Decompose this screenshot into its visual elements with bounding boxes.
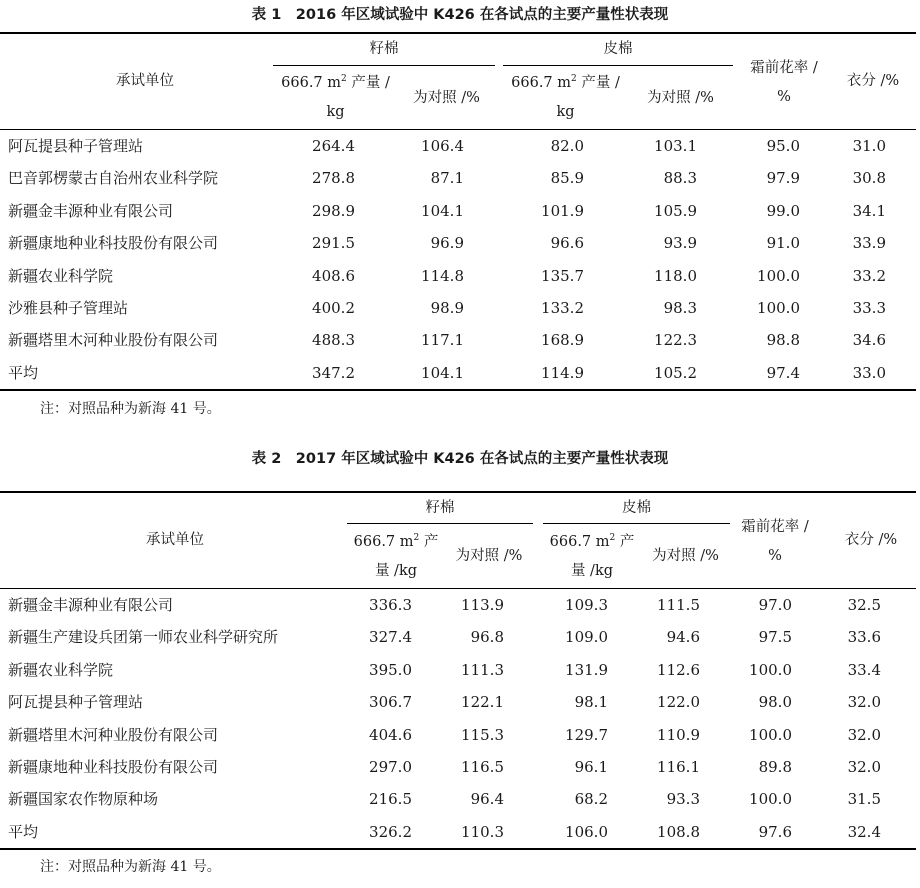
table-2-note: 注：对照品种为新海 41 号。 [40, 859, 221, 875]
cell-seed-yield: 291.5 [312, 234, 355, 253]
cell-lint-pct: 108.8 [657, 822, 700, 841]
cell-unit: 新疆国家农作物原种场 [8, 790, 159, 809]
cell-unit: 新疆金丰源种业有限公司 [8, 201, 174, 220]
cell-lint-yield: 68.2 [574, 790, 608, 809]
cell-lint-percentage: 32.5 [847, 596, 881, 614]
seed-cotton-subrule [347, 523, 533, 524]
cell-lint-percentage: 34.6 [852, 331, 886, 350]
cell-seed-yield: 298.9 [312, 201, 355, 220]
cell-unit: 新疆塔里木河种业股份有限公司 [8, 725, 219, 744]
cell-lint-percentage: 33.9 [852, 234, 886, 253]
cell-seed-yield: 408.6 [312, 266, 355, 285]
cell-lint-pct: 122.0 [657, 693, 700, 712]
header-seed-pct: 为对照 /% [455, 548, 523, 564]
cell-seed-yield: 336.3 [369, 596, 412, 614]
cell-lint-pct: 103.1 [654, 137, 697, 155]
cell-lint-yield: 109.3 [565, 596, 608, 614]
cell-lint-pct: 105.2 [654, 363, 697, 382]
cell-lint-percentage: 33.3 [852, 299, 886, 317]
cell-frost-rate: 100.0 [749, 660, 792, 679]
cell-lint-yield: 85.9 [550, 169, 584, 188]
cell-frost-rate: 100.0 [749, 725, 792, 744]
cell-lint-percentage: 33.0 [852, 363, 886, 382]
cell-lint-percentage: 31.0 [852, 137, 886, 155]
cell-unit: 新疆农业科学院 [8, 266, 114, 285]
cell-frost-rate: 91.0 [766, 234, 800, 253]
table-row [0, 292, 916, 324]
cell-unit: 新疆塔里木河种业股份有限公司 [8, 331, 219, 350]
header-lint: 皮棉 [622, 500, 651, 516]
cell-frost-rate: 97.9 [766, 169, 800, 188]
cell-unit: 新疆农业科学院 [8, 660, 114, 679]
table-row [0, 195, 916, 227]
header-seed-pct: 为对照 /% [413, 90, 480, 106]
cell-lint-percentage: 32.4 [847, 822, 881, 841]
table-1-note: 注：对照品种为新海 41 号。 [40, 401, 221, 417]
cell-seed-pct: 110.3 [461, 822, 504, 841]
cell-lint-yield: 135.7 [541, 266, 584, 285]
header-lint: 皮棉 [603, 41, 633, 57]
table-row [0, 589, 916, 621]
cell-lint-percentage: 32.0 [847, 725, 881, 744]
table-2-caption: 表 2 2017 年区域试验中 K426 在各试点的主要产量性状表现 [251, 451, 669, 467]
cell-frost-rate: 98.8 [766, 331, 800, 350]
cell-seed-pct: 104.1 [421, 201, 464, 220]
cell-frost-rate: 100.0 [757, 266, 800, 285]
table-row [0, 783, 916, 815]
cell-lint-percentage: 32.0 [847, 693, 881, 712]
cell-lint-pct: 88.3 [663, 169, 697, 188]
cell-lint-yield: 133.2 [541, 299, 584, 317]
cell-frost-rate: 100.0 [757, 299, 800, 317]
cell-unit: 沙雅县种子管理站 [8, 299, 129, 317]
cell-unit: 新疆生产建设兵团第一师农业科学研究所 [8, 628, 279, 647]
header-frost-unit: % [777, 89, 791, 105]
cell-lint-pct: 122.3 [654, 331, 697, 350]
cell-frost-rate: 97.0 [758, 596, 792, 614]
cell-frost-rate: 97.4 [766, 363, 800, 382]
table-row [0, 751, 916, 783]
cell-frost-rate: 100.0 [749, 790, 792, 809]
header-lint-yield: 666.7 $m^2$ 产 [549, 533, 635, 550]
cell-lint-percentage: 30.8 [852, 169, 886, 188]
cell-seed-yield: 400.2 [312, 299, 355, 317]
cell-unit: 新疆金丰源种业有限公司 [8, 596, 174, 614]
header-frost: 霜前花率 / [741, 519, 809, 535]
cell-unit: 阿瓦提县种子管理站 [8, 137, 144, 155]
cell-lint-yield: 109.0 [565, 628, 608, 647]
cell-lint-pct: 98.3 [663, 299, 697, 317]
cell-seed-pct: 115.3 [461, 725, 504, 744]
table-row [0, 130, 916, 162]
cell-lint-pct: 93.9 [663, 234, 697, 253]
cell-lint-yield: 98.1 [574, 693, 608, 712]
cell-seed-pct: 96.8 [470, 628, 504, 647]
cell-lint-pct: 116.1 [657, 758, 700, 776]
table-row [0, 260, 916, 292]
cell-unit: 平均 [8, 822, 39, 841]
table-row [0, 816, 916, 848]
cell-seed-yield: 306.7 [369, 693, 412, 712]
cell-lint-percentage: 34.1 [852, 201, 886, 220]
cell-seed-pct: 96.9 [430, 234, 464, 253]
header-lint-percentage: 衣分 /% [844, 532, 898, 548]
table-row [0, 162, 916, 194]
cell-seed-pct: 104.1 [421, 363, 464, 382]
header-seed-cotton: 籽棉 [369, 41, 399, 57]
cell-seed-yield: 264.4 [312, 137, 355, 155]
cell-lint-percentage: 31.5 [847, 790, 881, 809]
cell-seed-pct: 113.9 [461, 596, 504, 614]
table-1-caption: 表 1 2016 年区域试验中 K426 在各试点的主要产量性状表现 [251, 7, 669, 23]
cell-lint-pct: 111.5 [657, 596, 700, 614]
table-row [0, 357, 916, 389]
top-rule [0, 32, 916, 34]
table-row [0, 227, 916, 259]
cell-seed-pct: 98.9 [430, 299, 464, 317]
cell-lint-yield: 131.9 [565, 660, 608, 679]
cell-seed-yield: 278.8 [312, 169, 355, 188]
cell-unit: 阿瓦提县种子管理站 [8, 693, 144, 712]
cell-frost-rate: 89.8 [758, 758, 792, 776]
cell-seed-yield: 488.3 [312, 331, 355, 350]
cell-lint-pct: 110.9 [657, 725, 700, 744]
cell-lint-pct: 93.3 [666, 790, 700, 809]
header-lint-yield: 666.7 $m^2$ 产量 / [511, 74, 620, 91]
cell-lint-yield: 168.9 [541, 331, 584, 350]
cell-lint-yield: 114.9 [541, 363, 584, 382]
cell-seed-yield: 216.5 [369, 790, 412, 809]
header-seed-yield: 666.7 $m^2$ 产 [353, 533, 439, 550]
cell-lint-yield: 106.0 [565, 822, 608, 841]
bottom-rule [0, 389, 916, 391]
header-lint-percentage: 衣分 /% [846, 73, 900, 89]
cell-unit: 新疆康地种业科技股份有限公司 [8, 758, 219, 776]
cell-unit: 平均 [8, 363, 39, 382]
cell-seed-yield: 327.4 [369, 628, 412, 647]
cell-lint-percentage: 33.6 [847, 628, 881, 647]
header-frost-unit: % [768, 548, 782, 564]
header-seed-yield-unit: kg [326, 104, 345, 120]
lint-subrule [543, 523, 730, 524]
header-unit: 承试单位 [116, 73, 174, 89]
cell-seed-yield: 395.0 [369, 660, 412, 679]
cell-lint-pct: 94.6 [666, 628, 700, 647]
cell-seed-yield: 297.0 [369, 758, 412, 776]
cell-seed-yield: 347.2 [312, 363, 355, 382]
cell-lint-percentage: 32.0 [847, 758, 881, 776]
header-seed-yield-unit: 量 /kg [374, 563, 418, 579]
cell-lint-pct: 118.0 [654, 266, 697, 285]
cell-frost-rate: 97.6 [758, 822, 792, 841]
cell-lint-percentage: 33.2 [852, 266, 886, 285]
table-row [0, 719, 916, 751]
header-lint-yield-unit: kg [556, 104, 575, 120]
cell-lint-pct: 105.9 [654, 201, 697, 220]
cell-lint-percentage: 33.4 [847, 660, 881, 679]
table-row [0, 621, 916, 653]
cell-lint-yield: 82.0 [550, 137, 584, 155]
cell-seed-pct: 87.1 [430, 169, 464, 188]
cell-lint-pct: 112.6 [657, 660, 700, 679]
cell-unit: 巴音郭楞蒙古自治州农业科学院 [8, 169, 219, 188]
cell-seed-pct: 106.4 [421, 137, 464, 155]
header-frost: 霜前花率 / [750, 60, 818, 76]
cell-frost-rate: 99.0 [766, 201, 800, 220]
header-lint-yield-unit: 量 /kg [570, 563, 614, 579]
cell-seed-yield: 326.2 [369, 822, 412, 841]
cell-lint-yield: 101.9 [541, 201, 584, 220]
cell-seed-pct: 111.3 [461, 660, 504, 679]
cell-lint-yield: 129.7 [565, 725, 608, 744]
cell-frost-rate: 98.0 [758, 693, 792, 712]
cell-frost-rate: 95.0 [766, 137, 800, 155]
header-lint-pct: 为对照 /% [647, 90, 714, 106]
cell-seed-pct: 114.8 [421, 266, 464, 285]
table-row [0, 654, 916, 686]
cell-seed-pct: 116.5 [461, 758, 504, 776]
cell-lint-yield: 96.1 [574, 758, 608, 776]
cell-frost-rate: 97.5 [758, 628, 792, 647]
header-unit: 承试单位 [146, 532, 204, 548]
cell-seed-pct: 117.1 [421, 331, 464, 350]
top-rule [0, 491, 916, 493]
lint-subrule [503, 65, 733, 66]
seed-cotton-subrule [273, 65, 495, 66]
cell-unit: 新疆康地种业科技股份有限公司 [8, 234, 219, 253]
cell-lint-yield: 96.6 [550, 234, 584, 253]
cell-seed-pct: 122.1 [461, 693, 504, 712]
header-lint-pct: 为对照 /% [652, 548, 719, 564]
bottom-rule [0, 848, 916, 850]
header-seed-yield: 666.7 $m^2$ 产量 / [281, 74, 390, 91]
cell-seed-yield: 404.6 [369, 725, 412, 744]
header-seed-cotton: 籽棉 [425, 500, 455, 516]
table-row [0, 324, 916, 356]
cell-seed-pct: 96.4 [470, 790, 504, 809]
table-row [0, 686, 916, 718]
